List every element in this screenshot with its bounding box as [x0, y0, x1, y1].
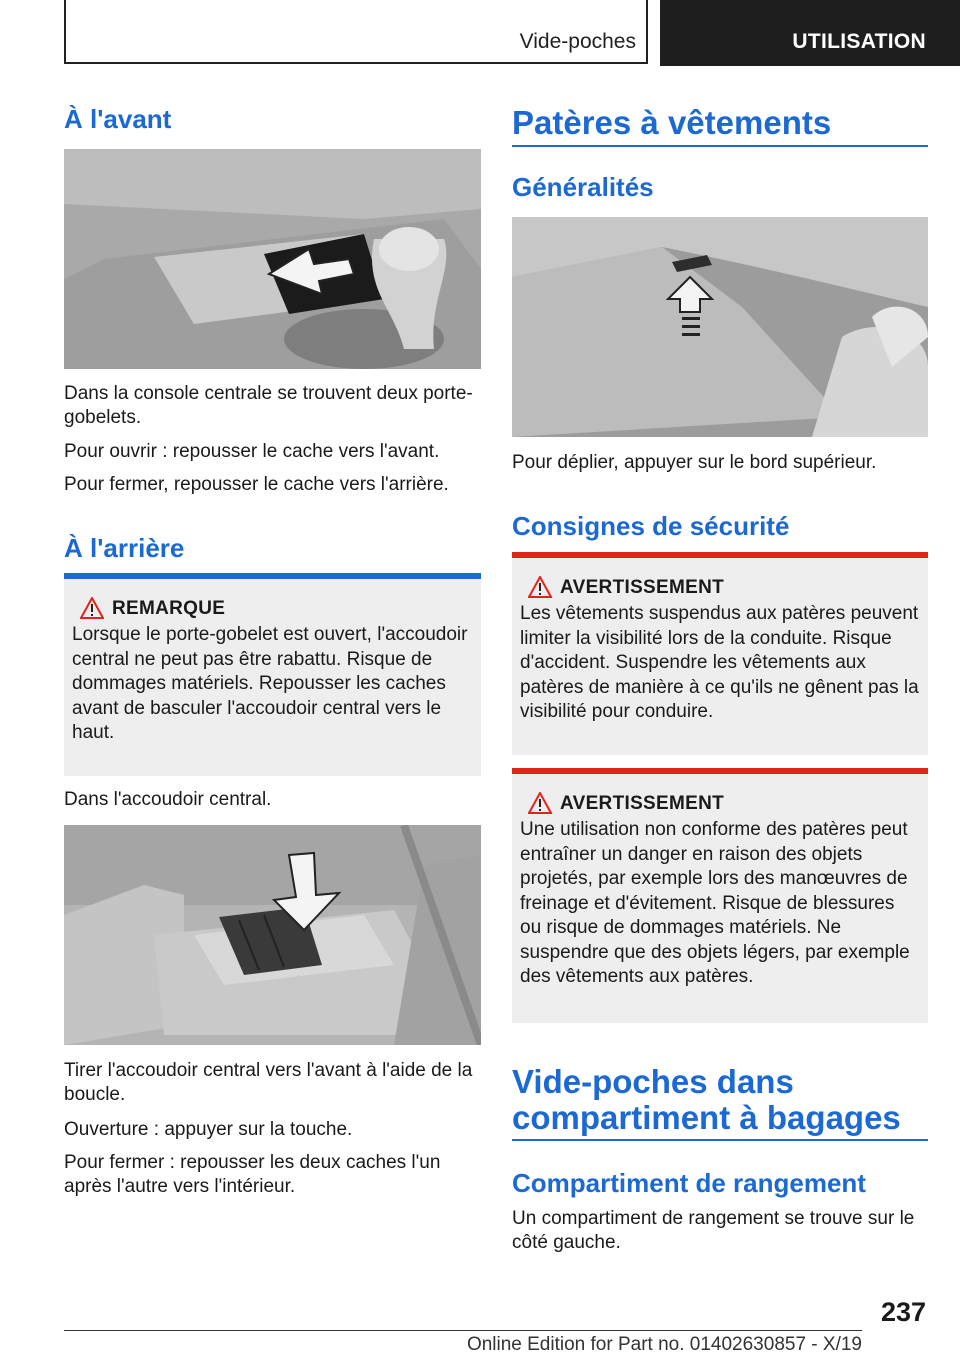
hooks-heading-rule: [512, 145, 928, 147]
front-heading: À l'avant: [64, 104, 172, 134]
header-chapter-tab: UTILISATION: [660, 0, 960, 66]
rear-paragraph-1: Dans l'accoudoir central.: [64, 789, 272, 810]
warning-bar-2: [512, 768, 928, 774]
coat-hook-image: [512, 217, 928, 437]
front-paragraph-1: Dans la console centrale se trouvent deux porte-gobelets.: [64, 383, 473, 428]
note-text: Lorsque le porte-gobelet est ouvert, l'accoudoir central ne peut pas être rabattu. Risque de dommages matériels. Repousser les caches avant de basculer l'accoudoir central vers le haut.: [72, 624, 468, 743]
header-divider: [646, 0, 648, 64]
warning-box-1: [512, 552, 928, 755]
cupholder-front-image: [64, 149, 481, 369]
footer-edition: Online Edition for Part no. 01402630857 - X/19: [466, 1334, 862, 1355]
storage-heading: Compartiment de rangement: [512, 1168, 866, 1198]
warning-text-2: Une utilisation non conforme des patères peut entraîner un danger en raison des objets projetés, par exemple lors des manœuvres de freinage et d'évitement. Risque de blessures ou risque de dommages matériels. Ne suspendre que des objets légers, par exemple des vêtements aux patères.: [520, 819, 910, 987]
armrest-rear-image: [64, 825, 481, 1045]
warning-triangle-icon: [528, 576, 552, 598]
warning-heading-1: AVERTISSEMENT: [560, 577, 725, 598]
page-number: 237: [880, 1297, 926, 1327]
header-bottom-rule: [64, 62, 648, 64]
rear-heading: À l'arrière: [64, 533, 185, 563]
header-section-title: Vide-poches: [519, 30, 636, 53]
trunk-heading-line-1: Vide-poches dans: [512, 1063, 794, 1100]
warning-box-2: [512, 768, 928, 1023]
warning-heading-2: AVERTISSEMENT: [560, 793, 725, 814]
hooks-heading: Patères à vêtements: [512, 104, 832, 141]
trunk-heading-rule: [512, 1139, 928, 1141]
warning-triangle-icon: [80, 597, 104, 619]
safety-heading: Consignes de sécurité: [512, 511, 790, 541]
general-paragraph-1: Pour déplier, appuyer sur le bord supérieur.: [512, 452, 877, 473]
rear-paragraph-3: Ouverture : appuyer sur la touche.: [64, 1119, 353, 1140]
note-bar: [64, 573, 481, 579]
rear-paragraph-2: Tirer l'accoudoir central vers l'avant à l'aide de la boucle.: [64, 1060, 473, 1105]
warning-bar-1: [512, 552, 928, 558]
trunk-heading-line-2: compartiment à bagages: [512, 1099, 901, 1136]
note-heading: REMARQUE: [112, 598, 226, 619]
storage-paragraph-1: Un compartiment de rangement se trouve sur le côté gauche.: [512, 1208, 915, 1253]
warning-triangle-icon: [528, 792, 552, 814]
general-heading: Généralités: [512, 172, 654, 202]
rear-paragraph-4: Pour fermer : repousser les deux caches l'un après l'autre vers l'intérieur.: [64, 1152, 441, 1197]
front-paragraph-2: Pour ouvrir : repousser le cache vers l'avant.: [64, 441, 440, 462]
front-paragraph-3: Pour fermer, repousser le cache vers l'arrière.: [64, 474, 449, 495]
note-box: [64, 573, 481, 776]
footer-rule: [64, 1330, 862, 1331]
warning-text-1: Les vêtements suspendus aux patères peuvent limiter la visibilité lors de la conduite. Risque d'accident. Suspendre les vêtements aux patères de manière à ce qu'ils ne gênent pas la visibilité pour conduire.: [520, 603, 919, 722]
